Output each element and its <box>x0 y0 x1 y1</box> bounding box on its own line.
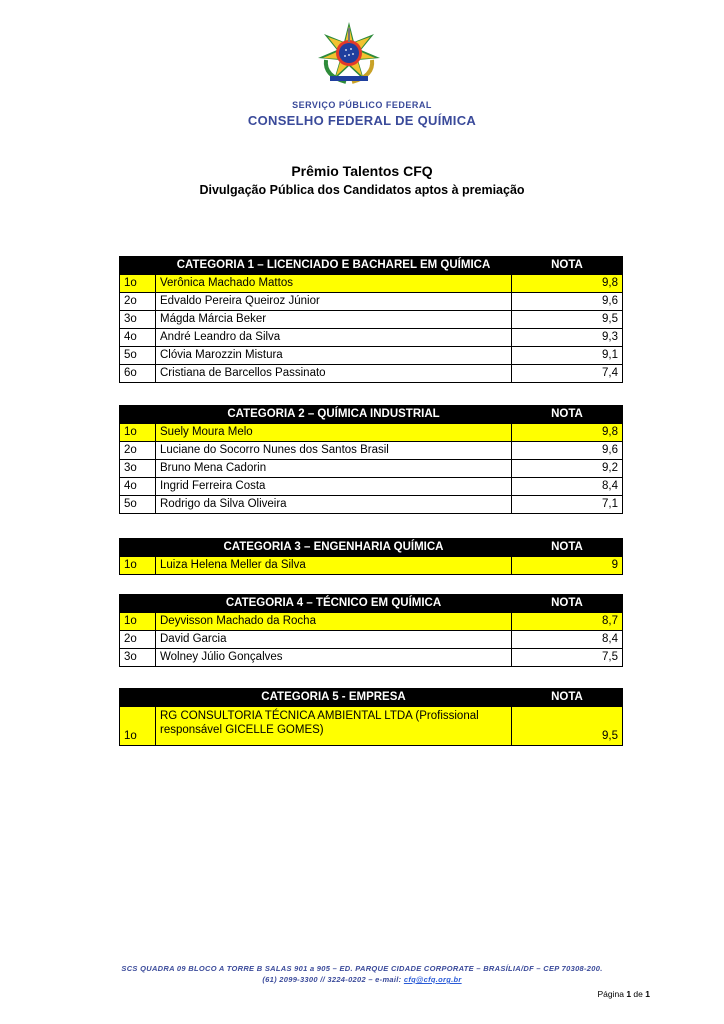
table-row <box>120 707 623 746</box>
candidate-name: Suely Moura Melo <box>156 424 512 442</box>
candidate-name: Luiza Helena Meller da Silva <box>156 557 512 575</box>
place-cell: 1o <box>120 613 156 631</box>
score-header: NOTA <box>512 406 623 424</box>
place-cell: 1o <box>120 557 156 575</box>
pager-label: Página <box>597 989 624 999</box>
score-cell: 8,4 <box>512 478 623 496</box>
table-header-blank <box>120 539 156 557</box>
score-cell: 9,8 <box>512 275 623 293</box>
place-cell: 5o <box>120 347 156 365</box>
place-cell: 3o <box>120 649 156 667</box>
footer-email-link[interactable]: cfq@cfq.org.br <box>403 975 462 984</box>
candidate-name: Cristiana de Barcellos Passinato <box>156 365 512 383</box>
score-cell: 9,8 <box>512 424 623 442</box>
candidate-name: Rodrigo da Silva Oliveira <box>156 496 512 514</box>
category-header: CATEGORIA 1 – LICENCIADO E BACHAREL EM QUÍMICA <box>156 257 512 275</box>
place-cell: 6o <box>120 365 156 383</box>
candidate-name: Bruno Mena Cadorin <box>156 460 512 478</box>
pager-current: 1 <box>626 989 632 999</box>
place-cell: 1o <box>120 707 156 746</box>
score-cell: 9 <box>512 557 623 575</box>
candidate-name: Edvaldo Pereira Queiroz Júnior <box>156 293 512 311</box>
place-cell: 2o <box>120 631 156 649</box>
category-3-table <box>119 538 623 575</box>
footer-phone: (61) 2099-3300 // 3224-0202 – e-mail: <box>262 975 402 984</box>
table-row <box>120 496 623 514</box>
place-cell: 4o <box>120 478 156 496</box>
table-header-blank <box>120 595 156 613</box>
score-header: NOTA <box>512 257 623 275</box>
place-cell: 1o <box>120 275 156 293</box>
category-1-table <box>119 256 623 383</box>
candidate-name: Verônica Machado Mattos <box>156 275 512 293</box>
score-cell: 9,1 <box>512 347 623 365</box>
score-header: NOTA <box>512 539 623 557</box>
score-cell: 7,5 <box>512 649 623 667</box>
score-cell: 9,6 <box>512 442 623 460</box>
candidate-name: Mágda Márcia Beker <box>156 311 512 329</box>
category-header: CATEGORIA 4 – TÉCNICO EM QUÍMICA <box>156 595 512 613</box>
table-row <box>120 424 623 442</box>
place-cell: 3o <box>120 311 156 329</box>
table-header-blank <box>120 689 156 707</box>
place-cell: 2o <box>120 293 156 311</box>
candidate-name: Luciane do Socorro Nunes dos Santos Brasil <box>156 442 512 460</box>
score-header: NOTA <box>512 595 623 613</box>
footer-contact <box>0 975 724 984</box>
place-cell: 4o <box>120 329 156 347</box>
place-cell: 2o <box>120 442 156 460</box>
category-header: CATEGORIA 5 - EMPRESA <box>156 689 512 707</box>
table-row <box>120 478 623 496</box>
category-2-table <box>119 405 623 514</box>
council-heading: CONSELHO FEDERAL DE QUÍMICA <box>247 113 477 128</box>
table-header-blank <box>120 257 156 275</box>
score-cell: 7,1 <box>512 496 623 514</box>
pager-total: 1 <box>645 989 650 999</box>
score-cell: 9,5 <box>512 311 623 329</box>
page-subtitle: Divulgação Pública dos Candidatos aptos à premiação <box>199 183 525 197</box>
category-header: CATEGORIA 3 – ENGENHARIA QUÍMICA <box>156 539 512 557</box>
table-row <box>120 557 623 575</box>
candidate-name: Wolney Júlio Gonçalves <box>156 649 512 667</box>
table-row <box>120 329 623 347</box>
table-row <box>120 293 623 311</box>
page-indicator <box>597 989 650 999</box>
table-row <box>120 613 623 631</box>
candidate-name: André Leandro da Silva <box>156 329 512 347</box>
table-row <box>120 649 623 667</box>
score-cell: 9,6 <box>512 293 623 311</box>
category-4-table <box>119 594 623 667</box>
candidate-name: Clóvia Marozzin Mistura <box>156 347 512 365</box>
brazil-coat-of-arms-icon <box>316 20 382 86</box>
table-row <box>120 365 623 383</box>
table-row <box>120 347 623 365</box>
score-cell: 8,7 <box>512 613 623 631</box>
place-cell: 3o <box>120 460 156 478</box>
score-cell: 9,3 <box>512 329 623 347</box>
candidate-name: David Garcia <box>156 631 512 649</box>
score-cell: 8,4 <box>512 631 623 649</box>
category-header: CATEGORIA 2 – QUÍMICA INDUSTRIAL <box>156 406 512 424</box>
candidate-name: Ingrid Ferreira Costa <box>156 478 512 496</box>
page-title: Prêmio Talentos CFQ <box>291 163 433 179</box>
footer-address: SCS QUADRA 09 BLOCO A TORRE B SALAS 901 a 905 – ED. PARQUE CIDADE CORPORATE – BRASÍLIA/DF – CEP 70308-200. <box>121 964 603 973</box>
score-cell: 9,5 <box>512 707 623 746</box>
table-row <box>120 311 623 329</box>
service-heading: SERVIÇO PÚBLICO FEDERAL <box>292 100 432 110</box>
table-row <box>120 442 623 460</box>
table-row <box>120 631 623 649</box>
table-header-blank <box>120 406 156 424</box>
table-row <box>120 460 623 478</box>
score-cell: 9,2 <box>512 460 623 478</box>
pager-of: de <box>633 989 643 999</box>
table-row <box>120 275 623 293</box>
score-cell: 7,4 <box>512 365 623 383</box>
candidate-name: RG CONSULTORIA TÉCNICA AMBIENTAL LTDA (Profissional responsável GICELLE GOMES) <box>156 707 512 746</box>
score-header: NOTA <box>512 689 623 707</box>
candidate-name: Deyvisson Machado da Rocha <box>156 613 512 631</box>
place-cell: 5o <box>120 496 156 514</box>
place-cell: 1o <box>120 424 156 442</box>
category-5-table <box>119 688 623 746</box>
